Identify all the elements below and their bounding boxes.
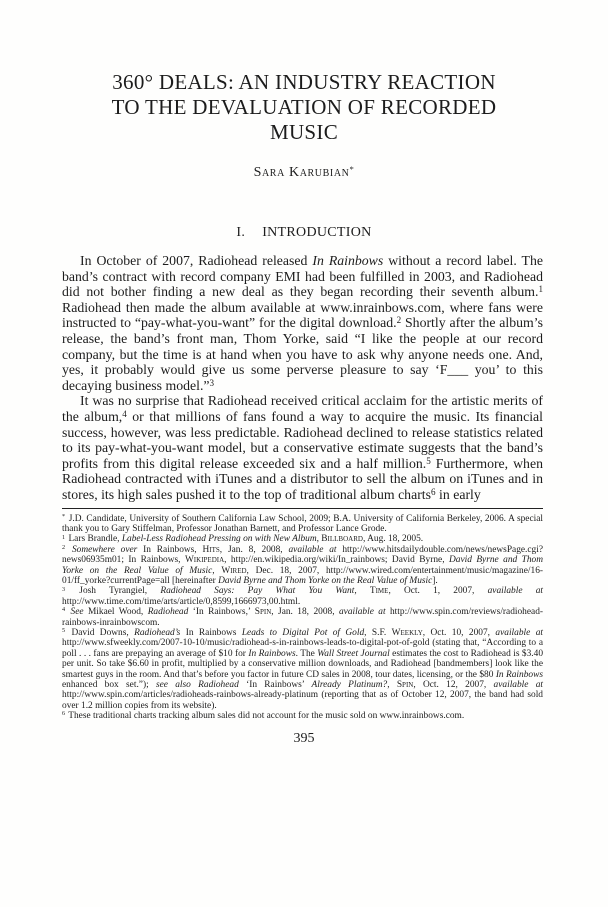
author-name: Sara Karubian bbox=[253, 165, 350, 180]
title-line-2: TO THE DEVALUATION OF RECORDED bbox=[111, 95, 497, 119]
footnote-marker: 3 bbox=[62, 585, 66, 593]
footnote-separator-rule bbox=[62, 508, 543, 509]
footnote-*: * J.D. Candidate, University of Southern California Law School, 2009; B.A. University of California Berkeley, 2006. A special thank you to Gary Stiffelman, Professor Jonathan Barnett, and Professor Lance Grode. bbox=[62, 512, 543, 534]
footnote-marker: 6 bbox=[62, 710, 66, 718]
footnote-3: $^3$ Josh Tyrangiel, Radiohead Says: Pay What You Want, Time, Oct. 1, 2007, available at http://www.time.com/time/arts/article/0,8599,1666973,00.html. bbox=[62, 585, 543, 607]
paragraph-1: In October of 2007, Radiohead released In Rainbows without a record label. The band’s contract with record company EMI had been fulfilled in 2003, and Radiohead did not bother finding a new deal as they began recording their seventh album.$^1$ Radiohead then made the album available at www.inrainbows.com, where fans were instructed to “pay-what-you-want” for the digital download.$^2$ Shortly after the album’s release, the band’s front man, Thom Yorke, said “I like the people at our record company, but the time is at hand when you have to ask why anyone needs one. And, yes, it probably would give us some perverse pleasure to say ‘F___ you’ to this decaying business model.”$^3$ bbox=[62, 253, 543, 393]
footnote-reference: 1 bbox=[538, 284, 543, 295]
author-line bbox=[0, 165, 608, 181]
title-line-1: 360° DEALS: AN INDUSTRY REACTION bbox=[112, 70, 496, 94]
footnotes bbox=[62, 514, 543, 722]
footnote-6: $^6$ These traditional charts tracking album sales did not account for the music sold on www.inrainbows.com. bbox=[62, 710, 465, 722]
footnote-marker: 2 bbox=[62, 543, 66, 551]
footnote-marker: 5 bbox=[62, 627, 66, 635]
author-footnote-symbol: * bbox=[349, 163, 355, 174]
section-number: I. bbox=[236, 225, 246, 240]
footnote-marker: 4 bbox=[62, 606, 66, 614]
footnote-marker: * bbox=[62, 512, 66, 520]
footnote-reference: 5 bbox=[426, 455, 431, 466]
page-number: 395 bbox=[293, 730, 315, 746]
footnote-reference: 3 bbox=[209, 377, 215, 388]
footnote-reference: 2 bbox=[396, 315, 402, 326]
section-heading bbox=[0, 225, 608, 241]
title-line-3: MUSIC bbox=[269, 120, 339, 144]
footnote-marker: 1 bbox=[62, 533, 66, 541]
paragraph-2: It was no surprise that Radiohead received critical acclaim for the artistic merits of the album,$^4$ or that millions of fans found a way to acquire the music. Its financial success, however, was less predictable. Radiohead declined to release statistics related to its pay-what-you-want model, but a conservative estimate suggests that the band’s profits from this digital release exceeded six and a half million.$^5$ Furthermore, when Radiohead contracted with iTunes and a distributor to sell the album on iTunes and in stores, its high sales pushed it to the top of traditional album charts$^6$ in early bbox=[62, 393, 543, 502]
footnote-2: $^2$ Somewhere over In Rainbows, Hits, Jan. 8, 2008, available at http://www.hitsdailydouble.com/news/newsPage.cgi?news06935m01; In Rainbows, Wikipedia, http://en.wikipedia.org/wiki/In_rainbows; David Byrne, David Byrne and Thom Yorke on the Real Value of Music, Wired, Dec. 18, 2007, http://www.wired.com/entertainment/music/magazine/16-01/ff_yorke?currentPage=all [hereinafter David Byrne and Thom Yorke on the Real Value of Music]. bbox=[62, 543, 544, 586]
footnote-5: $^5$ David Downs, Radiohead’s In Rainbows Leads to Digital Pot of Gold, S.F. Weekly, Oct. 10, 2007, available at http://www.sfweekly.com/2007-10-10/music/radiohead-s-in-rainbows-leads-to-digital-pot-of-gold (stating that, “According to a poll . . . fans are prepaying an average of $10 for In Rainbows. The Wall Street Journal estimates the cost to Radiohead is $3.40 per unit. So take $6.60 in profit, multiplied by a conservative million downloads, and Radiohead [bandmembers] look like the smartest guys in the room. And that’s before you factor in future CD sales in 2008, tour dates, licensing, or the $80 In Rainbows enhanced box set.”); see also Radiohead ‘In Rainbows’ Already Platinum?, Spin, Oct. 12, 2007, available at http://www.spin.com/articles/radioheads-rainbows-already-platinum (reporting that as of October 12, 2007, the band had sold over 1.2 million copies from its website). bbox=[62, 627, 544, 711]
footnote-4: $^4$ See Mikael Wood, Radiohead ‘In Rainbows,’ Spin, Jan. 18, 2008, available at http://www.spin.com/reviews/radiohead-rainbows-inrainbowscom. bbox=[62, 606, 544, 628]
section-title: INTRODUCTION bbox=[262, 225, 372, 240]
footnote-reference: 6 bbox=[431, 486, 436, 497]
article-title bbox=[0, 70, 608, 145]
article-body bbox=[62, 253, 543, 503]
footnote-reference: 4 bbox=[122, 408, 127, 419]
footnote-1: $^1$ Lars Brandle, Label-Less Radiohead Pressing on with New Album, Billboard, Aug. 18, 2005. bbox=[62, 533, 424, 545]
